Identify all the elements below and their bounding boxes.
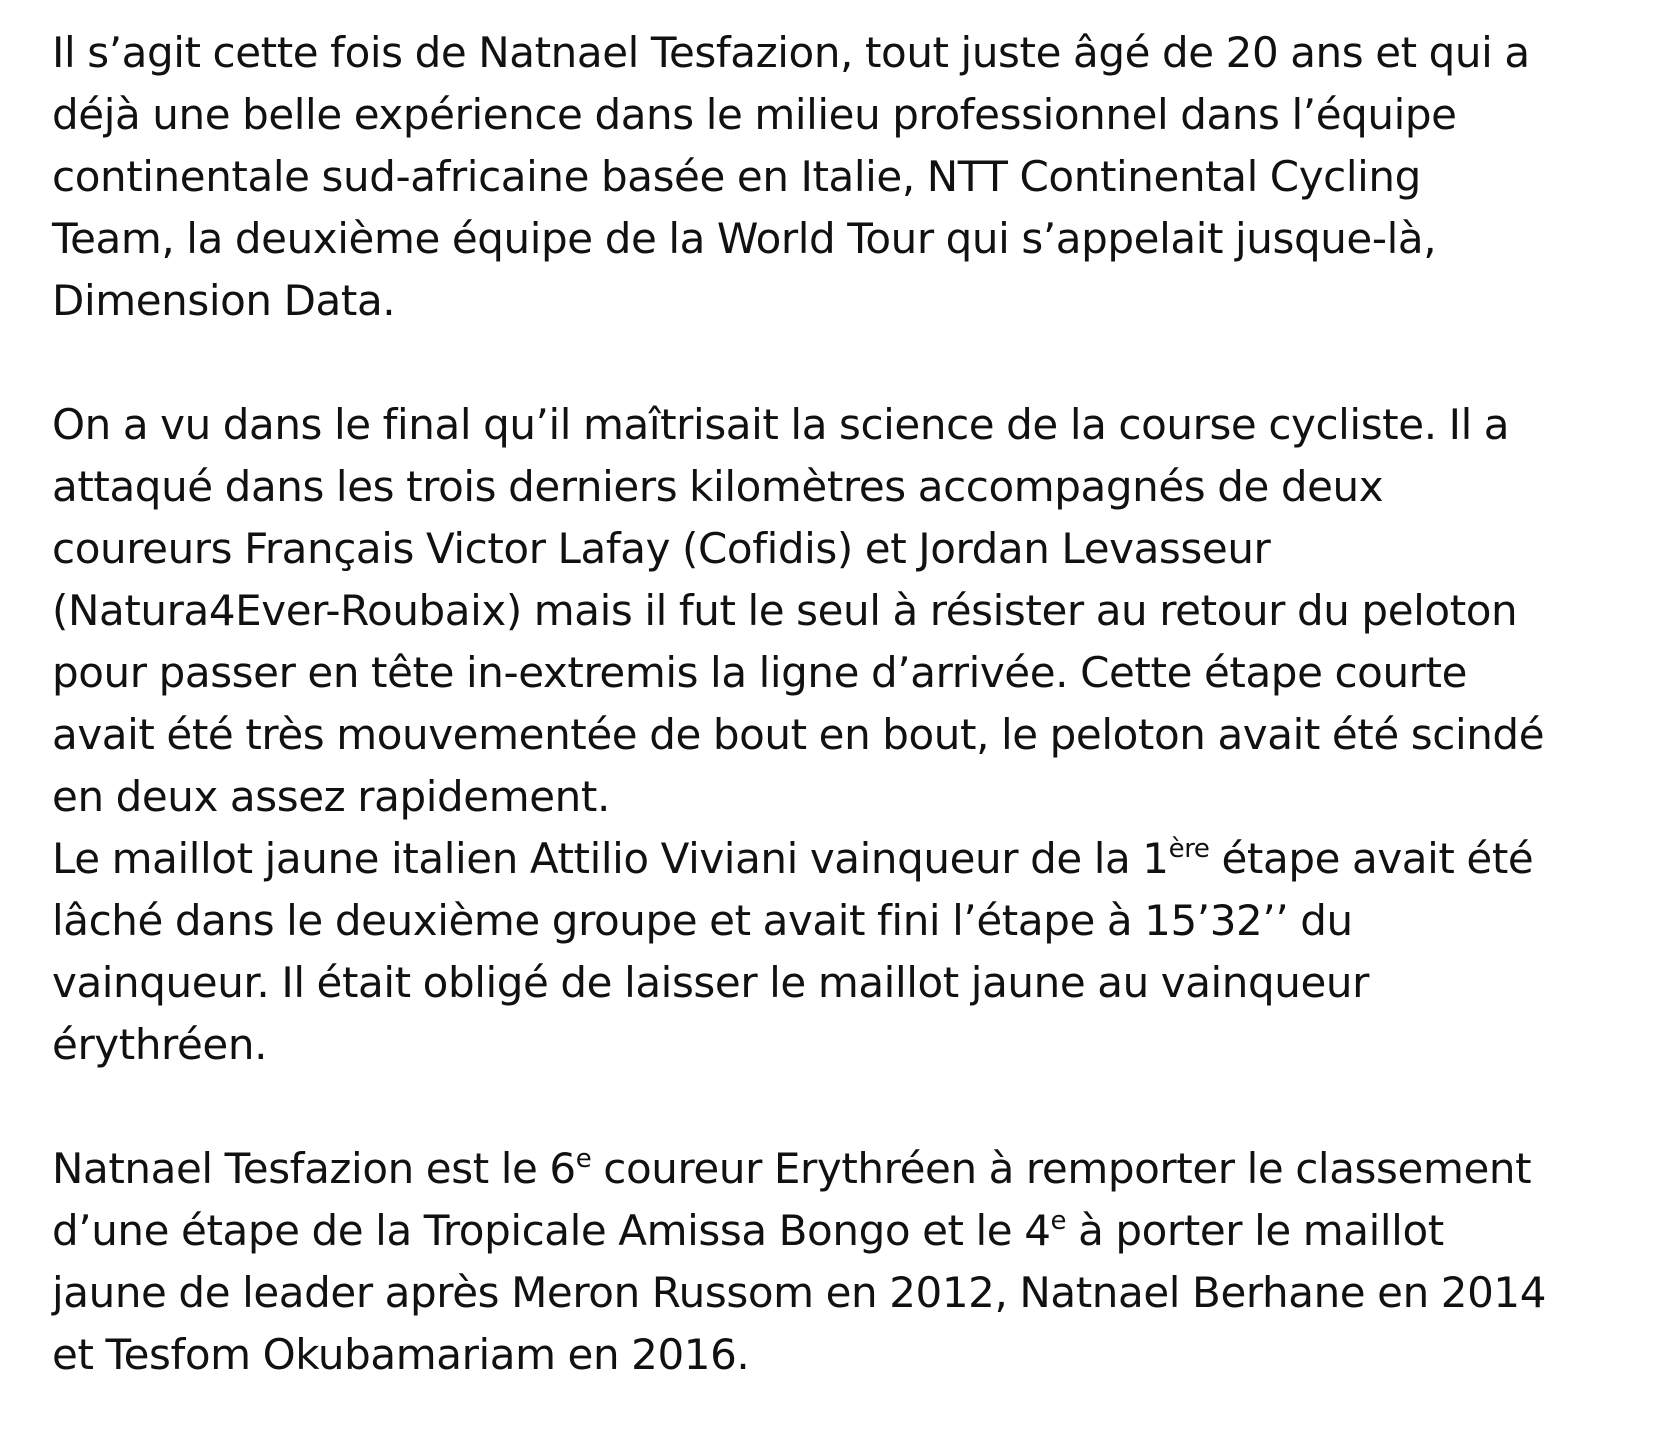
text-line: coureurs Français Victor Lafay (Cofidis) et Jordan Levasseur	[52, 524, 1271, 573]
paragraph-1	[52, 22, 1632, 332]
text-segment: Le maillot jaune italien Attilio Viviani vainqueur de la 1	[52, 834, 1169, 883]
ordinal-superscript: e	[1050, 1206, 1067, 1236]
text-segment: Natnael Tesfazion est le 6	[52, 1144, 576, 1193]
text-line: en deux assez rapidement.	[52, 772, 610, 821]
text-line: vainqueur. Il était obligé de laisser le maillot jaune au vainqueur	[52, 958, 1370, 1007]
text-line: continentale sud-africaine basée en Italie, NTT Continental Cycling	[52, 152, 1421, 201]
text-line	[52, 828, 1632, 890]
text-line: Dimension Data.	[52, 276, 396, 325]
ordinal-superscript: ère	[1168, 834, 1210, 864]
text-segment: coureur Erythréen à remporter le classement	[591, 1144, 1532, 1193]
text-line: déjà une belle expérience dans le milieu professionnel dans l’équipe	[52, 90, 1457, 139]
text-line: Il s’agit cette fois de Natnael Tesfazion, tout juste âgé de 20 ans et qui a	[52, 28, 1530, 77]
text-line: pour passer en tête in-extremis la ligne d’arrivée. Cette étape courte	[52, 648, 1468, 697]
text-line: attaqué dans les trois derniers kilomètres accompagnés de deux	[52, 462, 1384, 511]
paragraph-3	[52, 828, 1632, 1076]
text-line: Team, la deuxième équipe de la World Tour qui s’appelait jusque-là,	[52, 214, 1437, 263]
paragraph-gap	[52, 1076, 1632, 1138]
text-segment: d’une étape de la Tropicale Amissa Bongo et le 4	[52, 1206, 1051, 1255]
text-segment: à porter le maillot	[1066, 1206, 1444, 1255]
paragraph-gap	[52, 332, 1632, 394]
text-line	[52, 1200, 1632, 1262]
text-segment: étape avait été	[1209, 834, 1534, 883]
text-line: On a vu dans le final qu’il maîtrisait la science de la course cycliste. Il a	[52, 400, 1510, 449]
text-line	[52, 1138, 1632, 1200]
document-body	[52, 22, 1632, 1386]
text-line: érythréen.	[52, 1020, 268, 1069]
text-line: lâché dans le deuxième groupe et avait fini l’étape à 15’32’’ du	[52, 896, 1353, 945]
text-line: (Natura4Ever-Roubaix) mais il fut le seul à résister au retour du peloton	[52, 586, 1518, 635]
text-line: avait été très mouvementée de bout en bout, le peloton avait été scindé	[52, 710, 1545, 759]
ordinal-superscript: e	[575, 1144, 592, 1174]
paragraph-2	[52, 394, 1632, 828]
text-line: jaune de leader après Meron Russom en 2012, Natnael Berhane en 2014	[52, 1268, 1547, 1317]
text-line: et Tesfom Okubamariam en 2016.	[52, 1330, 750, 1379]
paragraph-4	[52, 1138, 1632, 1386]
